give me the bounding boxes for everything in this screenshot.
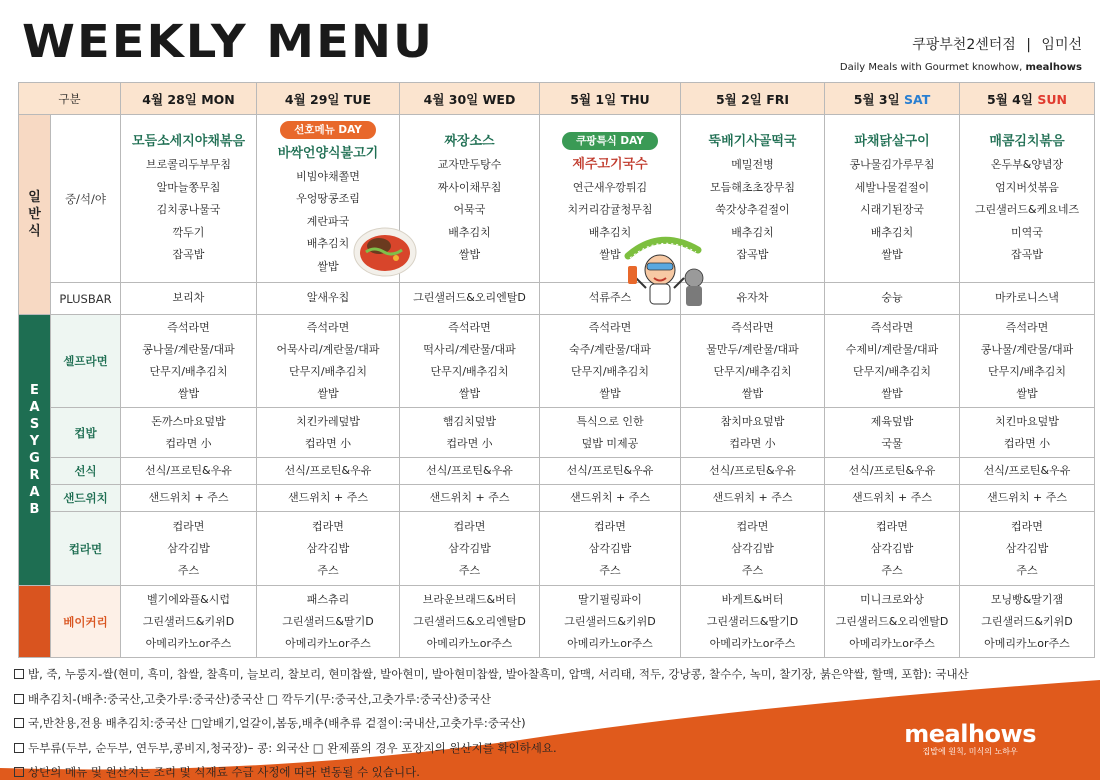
menu-item: 삼각김밥 [1005,541,1049,555]
row-label: 샌드위치 [51,485,121,512]
menu-cell [825,115,960,283]
menu-item: 즉석라면 [167,321,210,334]
easygrab-side-label: E A S Y G R A B [19,315,51,586]
day-date: 4월 29일 [284,91,340,107]
menu-item: 그린샐러드&키위D [142,614,235,628]
day-header-sat [825,83,960,115]
menu-item: 알마늘쫑무침 [156,180,221,194]
menu-item: 컵라면 小 [446,436,493,450]
menu-item: 수제비/계란물/대파 [845,343,939,356]
menu-item: 교자만두탕수 [437,158,502,172]
menu-item: 즉석라면 [448,321,491,334]
menu-item: 그린샐러드&키위D [564,614,656,628]
note-text: 상단의 메뉴 및 원산지는 조리 및 식재료 수급 사정에 따라 변동될 수 있습니다. [28,765,420,779]
row-label: 셀프라면 [51,315,121,408]
menu-item: 아메리카노or주스 [426,636,513,650]
menu-cell [121,512,257,586]
gubun-header: 구분 [19,83,121,115]
menu-item: 브라운브래드&버터 [422,592,517,606]
menu-item: 주스 [177,563,200,577]
bakery-side-label [19,586,51,658]
menu-item: 그린샐러드&딸기D [706,614,799,628]
menu-item: 떡사리/계란물/대파 [423,343,516,356]
menu-cell [540,512,681,586]
menu-item: 컵라면 [594,519,626,533]
menu-item: 깍두기 [172,225,205,239]
menu-item: 선식/프로틴&우유 [709,464,796,477]
menu-item: 샌드위치 + 주스 [288,491,368,504]
menu-cell [257,315,400,408]
menu-cell [681,485,825,512]
menu-item: 즉석라면 [588,321,632,334]
menu-cell [257,408,400,458]
menu-item: 단무지/배추김치 [852,365,932,378]
menu-item: 샌드위치 + 주스 [712,491,793,504]
menu-item: 선식/프로틴&우유 [566,464,654,477]
menu-item: 아메리카노or주스 [849,636,935,650]
menu-cell [960,315,1095,408]
menu-item: 쌀밥 [317,387,339,400]
menu-cell [681,458,825,485]
menu-item: 배추김치 [588,225,632,239]
menu-cell [825,408,960,458]
checkbox-square-icon [14,743,24,753]
menu-item: 딸기필링파이 [578,592,642,606]
menu-item: 선식/프로틴&우유 [145,464,232,477]
menu-item: 시래기된장국 [860,203,924,217]
menu-item: 짜사이채무침 [437,180,502,194]
main-dish: 모듬소세지야채볶음 [131,134,246,150]
menu-cell [825,586,960,658]
menu-item: 그린샐러드&오리엔탈D [835,614,949,628]
header-divider: | [1026,37,1031,53]
menu-cell [825,512,960,586]
day-date: 5월 2일 [715,91,762,107]
menu-cell [960,115,1095,283]
menu-cell [400,586,540,658]
menu-cell [121,458,257,485]
menu-item: 쌀밥 [599,387,621,400]
menu-item: 돈까스마요덮밥 [151,414,226,428]
menu-item: 샌드위치 + 주스 [148,491,229,504]
menu-item: 단무지/배추김치 [713,365,792,378]
day-header-fri [681,83,825,115]
menu-cell [681,512,825,586]
page-title: WEEKLY MENU [22,15,434,69]
day-dow: SUN [1037,91,1067,107]
menu-cell [400,115,540,283]
menu-item: 아메리카노or주스 [567,636,653,650]
header-row [19,83,1095,115]
menu-item: 배추김치 [306,237,350,250]
menu-cell [960,485,1095,512]
mealhows-logo [904,720,1036,757]
day-date: 4월 30일 [423,91,479,107]
day-header-wed [400,83,540,115]
menu-item: 단무지/배추김치 [149,365,228,378]
menu-item: 삼각김밥 [588,541,632,555]
menu-item: 연근새우깡튀김 [572,180,648,194]
menu-item: 미역국 [1011,225,1043,239]
day-date: 4월 28일 [142,91,197,107]
menu-item: 컵라면 小 [729,436,776,450]
menu-item: 그린샐러드&케요네즈 [974,203,1080,217]
menu-cell [960,512,1095,586]
menu-item: 특식으로 인한 [576,414,644,428]
menu-item: 어묵국 [453,203,486,217]
plusbar-cell: 유자차 [681,283,825,315]
menu-item: 컵라면 [1011,519,1043,533]
menu-item: 주스 [741,563,764,577]
menu-cell [540,315,681,408]
logo-brand: mealhows [904,720,1036,748]
menu-item: 샌드위치 + 주스 [987,491,1067,504]
menu-item: 국물 [881,436,903,450]
plusbar-cell: 마카로니스낵 [960,283,1095,315]
menu-item: 모듬해초초장무침 [709,180,795,194]
menu-cell [400,408,540,458]
note-item [14,687,1094,712]
note-text: 밥, 죽, 누룽지-쌀(현미, 흑미, 찹쌀, 찰흑미, 늘보리, 찰보리, 현미찹쌀, 발아현미, 발아현미찹쌀, 발아찰흑미, 압맥, 서리태, 적두, 강낭콩, 찰수수, 녹미, 찰기장, 붉은약쌀, 할맥, 포함): 국내산 [28,667,969,681]
menu-item: 컵라면 小 [165,436,212,450]
menu-cell [540,485,681,512]
menu-item: 세발나물겉절이 [854,180,930,194]
day-dow: MON [201,91,235,107]
menu-item: 쌀밥 [741,387,764,400]
menu-item: 삼각김밥 [306,541,350,555]
menu-item: 삼각김밥 [448,541,491,555]
plusbar-cell: 보리차 [121,283,257,315]
menu-cell [121,408,257,458]
menu-item: 샌드위치 + 주스 [570,491,650,504]
easygrab-row [19,485,1095,512]
menu-item: 김치콩나물국 [156,203,221,217]
main-dish: 제주고기국수 [572,156,648,172]
row-label: 베이커리 [51,586,121,658]
menu-item: 컵라면 [172,519,205,533]
menu-item: 배추김치 [731,225,774,239]
menu-item: 아메리카노or주스 [285,636,371,650]
menu-item: 주스 [458,563,481,577]
row-label: 컵라면 [51,512,121,586]
menu-cell [257,485,400,512]
plusbar-row [19,283,1095,315]
menu-item: 단무지/배추김치 [987,365,1067,378]
plusbar-cell: 그린샐러드&오리엔탈D [400,283,540,315]
menu-item: 덮밥 미제공 [581,436,639,450]
menu-item: 미니크로와상 [860,592,924,606]
row-label: 컵밥 [51,408,121,458]
menu-cell [681,408,825,458]
menu-item: 숙주/계란물/대파 [569,343,651,356]
note-text: 두부류(두부, 순두부, 연두부,콩비지,청국장)– 콩: 외국산 □ 완제품의 경우 포장지의 원산지를 확인하세요. [28,740,557,755]
bulgogi-food-image [352,222,418,278]
day-header-mon [121,83,257,115]
menu-item: 메밀전병 [731,158,774,172]
menu-cell [257,512,400,586]
menu-item: 그린샐러드&키위D [981,614,1073,628]
note-item [14,760,1094,780]
menu-item: 컵라면 小 [1003,436,1051,450]
ilban-side-label: 일 반 식 [19,115,51,315]
menu-item: 즉석라면 [1005,321,1049,334]
menu-item: 계란파국 [306,214,350,228]
menu-item: 잡곡밥 [736,248,769,262]
menu-item: 쌀밥 [881,387,903,400]
menu-item: 쌀밥 [458,248,481,262]
menu-cell [540,586,681,658]
menu-cell [257,458,400,485]
day-date: 5월 4일 [987,91,1033,107]
menu-item: 삼각김밥 [731,541,774,555]
menu-cell [400,512,540,586]
menu-item: 배추김치 [448,225,491,239]
header-subtitle [840,62,1082,73]
menu-item: 쌀밥 [177,387,200,400]
day-header-tue [257,83,400,115]
menu-item: 삼각김밥 [870,541,914,555]
menu-item: 주스 [599,563,621,577]
menu-item: 바게트&버터 [721,592,784,606]
day-dow: SAT [904,91,931,107]
menu-item: 쌀밥 [458,387,481,400]
menu-item: 선식/프로틴&우유 [284,464,372,477]
menu-cell [121,315,257,408]
menu-item: 단무지/배추김치 [570,365,650,378]
author-name: 임미선 [1041,37,1082,53]
easygrab-row [19,458,1095,485]
menu-item: 아메리카노or주스 [145,636,232,650]
menu-item: 콩나물/계란물/대파 [980,343,1074,356]
menu-item: 샌드위치 + 주스 [429,491,510,504]
menu-item: 모닝빵&딸기잼 [990,592,1064,606]
row-label: PLUSBAR [51,283,121,315]
menu-item: 즉석라면 [731,321,774,334]
weekly-menu-table [18,82,1095,658]
menu-item: 주스 [1016,563,1038,577]
menu-item: 쌀밥 [599,248,621,262]
day-header-sun [960,83,1095,115]
note-text: 국,반찬용,전용 배추김치:중국산 □알배기,얼갈이,봄동,배추(배추류 겉절이:국내산,고춧가루:중국산) [28,716,526,730]
plusbar-cell: 알새우칩 [257,283,400,315]
main-dish: 파채닭살구이 [854,134,930,150]
menu-item: 컵라면 [453,519,486,533]
menu-item: 제육덮밥 [870,414,914,428]
day-date: 5월 1일 [570,91,617,107]
menu-item: 즉석라면 [306,321,350,334]
menu-cell [540,458,681,485]
menu-item: 삼각김밥 [167,541,210,555]
easygrab-row [19,315,1095,408]
menu-item: 컵라면 [312,519,344,533]
day-date: 5월 3일 [853,91,900,107]
plusbar-cell: 석류주스 [540,283,681,315]
menu-item: 즉석라면 [870,321,914,334]
menu-cell [257,586,400,658]
menu-item: 햄김치덮밥 [442,414,497,428]
menu-cell [400,458,540,485]
menu-item: 샌드위치 + 주스 [852,491,932,504]
center-info [912,34,1082,54]
row-label: 선식 [51,458,121,485]
menu-item: 컵라면 [736,519,769,533]
menu-item: 치킨카레덮밥 [296,414,360,428]
bakery-row [19,586,1095,658]
checkbox-square-icon [14,694,24,704]
day-dow: THU [620,91,650,107]
easygrab-row [19,512,1095,586]
menu-cell [681,315,825,408]
menu-cell [400,485,540,512]
menu-item: 배추김치 [870,225,914,239]
menu-item: 컵라면 小 [304,436,352,450]
menu-item: 엄지버섯볶음 [995,180,1059,194]
main-dish: 뚝배기사골떡국 [708,134,797,150]
plusbar-cell: 숭늉 [825,283,960,315]
menu-cell [121,586,257,658]
main-dish: 매콤김치볶음 [989,134,1065,150]
menu-item: 잡곡밥 [1011,248,1043,262]
menu-cell [825,458,960,485]
ilban-row [19,115,1095,283]
menu-item: 쑥갓상추겉절이 [715,203,790,217]
menu-item: 참치마요덮밥 [720,414,785,428]
menu-item: 어묵사리/계란물/대파 [276,343,380,356]
menu-item: 선식/프로틴&우유 [848,464,936,477]
subtitle-brand: mealhows [1025,62,1082,73]
main-dish: 짜장소스 [444,134,495,150]
menu-cell [681,586,825,658]
easygrab-row [19,408,1095,458]
checkbox-square-icon [14,669,24,679]
menu-item: 잡곡밥 [172,248,205,262]
menu-item: 아메리카노or주스 [709,636,796,650]
menu-cell [540,408,681,458]
day-badge: 쿠팡특식 DAY [562,132,658,150]
menu-cell [960,458,1095,485]
menu-item: 쌀밥 [1016,387,1038,400]
checkbox-square-icon [14,718,24,728]
menu-item: 치커리감귤청무침 [567,203,653,217]
menu-cell [960,586,1095,658]
menu-item: 아메리카노or주스 [984,636,1070,650]
logo-tagline: 집밥에 원칙, 미식의 노하우 [922,747,1018,756]
mascot-illustration [620,226,716,312]
center-name: 쿠팡부천2센터점 [912,37,1016,53]
menu-item: 치킨마요덮밥 [995,414,1059,428]
menu-item: 비빔야채쫄면 [296,169,360,183]
menu-item: 그린샐러드&오리엔탈D [413,614,526,628]
day-badge: 선호메뉴 DAY [280,121,376,139]
day-dow: TUE [343,91,372,107]
note-item [14,662,1094,687]
menu-item: 브로콜리두부무침 [145,158,231,172]
menu-cell [825,485,960,512]
menu-cell [121,115,257,283]
day-header-thu [540,83,681,115]
main-dish: 바싹언양식불고기 [277,145,379,161]
menu-item: 패스츄리 [306,592,350,606]
day-dow: WED [482,91,516,107]
menu-item: 주스 [317,563,339,577]
menu-item: 우엉땅콩조림 [296,192,360,205]
menu-item: 콩나물김가루무침 [849,158,935,172]
menu-cell [400,315,540,408]
menu-item: 주스 [881,563,903,577]
menu-item: 선식/프로틴&우유 [983,464,1071,477]
menu-item: 온두부&양념장 [990,158,1064,172]
menu-item: 콩나물/계란물/대파 [142,343,235,356]
subtitle-text: Daily Meals with Gourmet knowhow, [839,62,1023,73]
menu-cell [121,485,257,512]
menu-cell [960,408,1095,458]
row-label: 중/석/야 [51,115,121,283]
note-text: 배추김치-(배추:중국산,고춧가루:중국산)중국산 □ 깍두기(무:중국산,고춧가루:중국산)중국산 [28,691,492,706]
menu-item: 선식/프로틴&우유 [426,464,513,477]
checkbox-square-icon [14,767,24,777]
menu-item: 컵라면 [876,519,908,533]
menu-item: 물만두/계란물/대파 [706,343,799,356]
menu-item: 그린샐러드&딸기D [282,614,374,628]
menu-item: 단무지/배추김치 [288,365,368,378]
day-dow: FRI [766,91,790,107]
menu-item: 단무지/배추김치 [430,365,509,378]
menu-item: 벨기에와플&시럽 [147,592,230,606]
menu-cell [825,315,960,408]
menu-item: 쌀밥 [881,248,903,262]
menu-item: 쌀밥 [317,259,339,273]
